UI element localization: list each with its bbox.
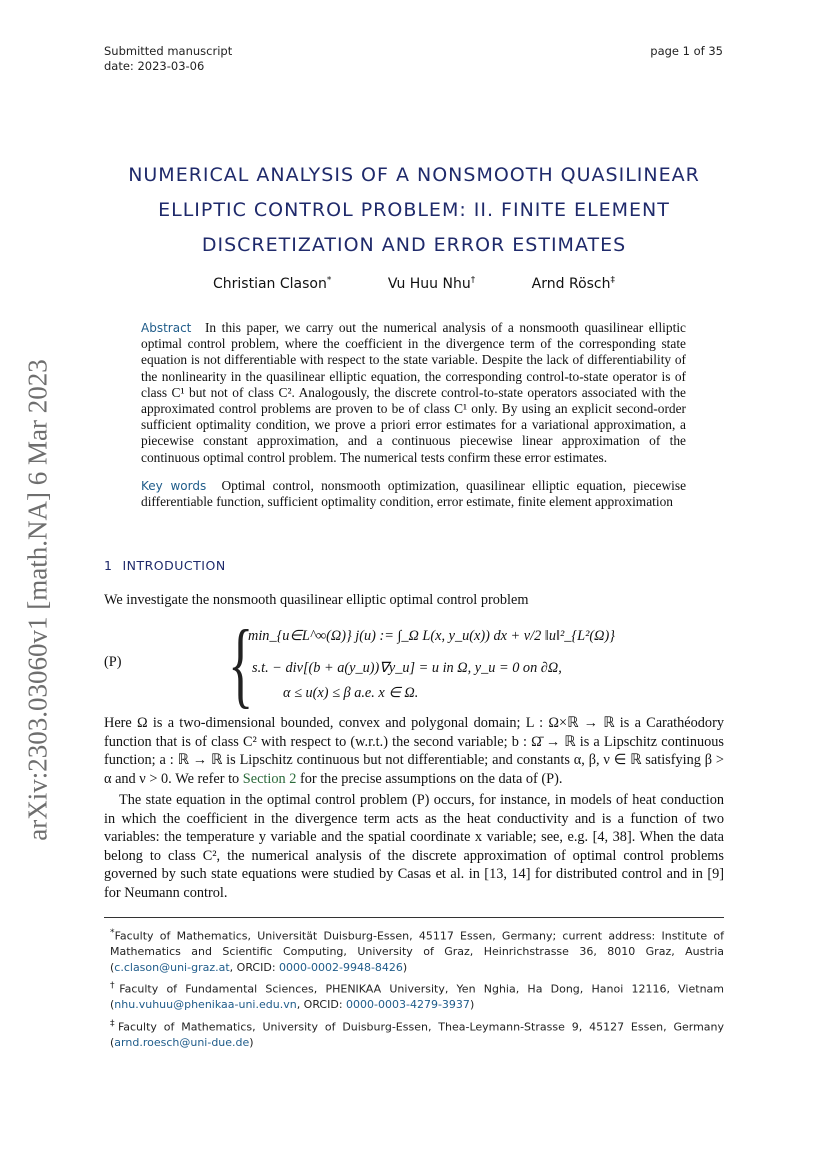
title-line-1: NUMERICAL ANALYSIS OF A NONSMOOTH QUASILINEAR bbox=[128, 164, 700, 186]
footnote-3: ‡Faculty of Mathematics, University of Duisburg-Essen, Thea-Leymann-Strasse 9, 45127 Essen, Germany (arnd.roesch@uni-due.de) bbox=[110, 1018, 725, 1050]
keywords-text: Optimal control, nonsmooth optimization, quasilinear elliptic equation, piecewise differentiable function, sufficient optimality condition, error estimate, finite element approximation bbox=[141, 478, 687, 510]
author: Christian Clason* bbox=[213, 275, 332, 292]
problem-equation bbox=[228, 610, 648, 717]
section-heading bbox=[104, 558, 226, 573]
section-title: INTRODUCTION bbox=[122, 558, 226, 573]
email-link[interactable]: arnd.roesch@uni-due.de bbox=[114, 1036, 250, 1050]
orcid-link[interactable]: 0000-0003-4279-3937 bbox=[346, 998, 470, 1012]
footnote-2: †Faculty of Fundamental Sciences, PHENIKAA University, Yen Nghia, Ha Dong, Hanoi 12116, Vietnam (nhu.vuhuu@phenikaa-uni.edu.vn, ORCID: 0000-0003-4279-3937) bbox=[110, 980, 724, 1012]
equation-line-2: s.t. − div[(b + a(y_u))∇y_u] = u in Ω, y_u = 0 on ∂Ω, bbox=[252, 660, 562, 676]
arxiv-sidebar bbox=[18, 345, 58, 855]
header-left bbox=[104, 44, 232, 74]
email-link[interactable]: c.clason@uni-graz.at bbox=[114, 960, 230, 974]
intro-paragraph-3: The state equation in the optimal control problem (P) occurs, for instance, in models of heat conduction in which the coefficient in the divergence term acts as the heat conductivity and is a function of two variables: the temperature y variable and the spatial coordinate x variable; see, e.g. [4, 38]. When the data belong to class C², the numerical analysis of the discrete approximation of optimal control problems governed by such state equations were studied by Casas et al. in [13, 14] for distributed control and in [9] for Neumann control. bbox=[104, 792, 724, 901]
title-line-3: DISCRETIZATION AND ERROR ESTIMATES bbox=[201, 234, 627, 256]
manuscript-date: date: 2023-03-06 bbox=[104, 59, 205, 73]
section-number: 1 bbox=[104, 558, 113, 573]
equation-line-3: α ≤ u(x) ≤ β a.e. x ∈ Ω. bbox=[283, 685, 419, 701]
abstract-label: Abstract bbox=[141, 321, 192, 335]
author: Arnd Rösch‡ bbox=[531, 275, 615, 292]
orcid-link[interactable]: 0000-0002-9948-8426 bbox=[279, 960, 403, 974]
footnote-1: *Faculty of Mathematics, Universität Duisburg-Essen, 45117 Essen, Germany; current address: Institute of Mathematics and Scientific Computing, University of Graz, Heinrichstrasse 36, 8010 Graz, Austria (c.clason@uni-graz.at, ORCID: 0000-0002-9948-8426) bbox=[110, 927, 724, 974]
footnote-rule bbox=[104, 917, 724, 918]
intro-paragraph-1: We investigate the nonsmooth quasilinear elliptic optimal control problem bbox=[104, 592, 529, 608]
title-line-2: ELLIPTIC CONTROL PROBLEM: II. FINITE ELEMENT bbox=[158, 199, 670, 221]
equation-label: (P) bbox=[104, 654, 122, 670]
abstract bbox=[141, 320, 686, 466]
page-number: page 1 of 35 bbox=[650, 44, 723, 58]
author: Vu Huu Nhu† bbox=[387, 275, 476, 292]
equation-line-1: min_{u∈L^∞(Ω)} j(u) := ∫_Ω L(x, y_u(x)) dx + ν/2 ‖u‖²_{L²(Ω)} bbox=[248, 628, 615, 644]
keywords bbox=[141, 478, 686, 510]
email-link[interactable]: nhu.vuhuu@phenikaa-uni.edu.vn bbox=[114, 998, 297, 1012]
keywords-label: Key words bbox=[141, 479, 207, 493]
section-link[interactable]: Section 2 bbox=[242, 770, 297, 787]
brace-glyph: { bbox=[228, 610, 254, 717]
paper-title bbox=[104, 158, 724, 263]
author-list bbox=[104, 275, 724, 292]
intro-paragraph-2: Here Ω is a two-dimensional bounded, convex and polygonal domain; L : Ω×ℝ → ℝ is a Carathéodory function that is of class C² with respect to (w.r.t.) the second variable; b : Ω̄ → ℝ is a Lipschitz continuous function; a : ℝ → ℝ is Lipschitz continuous but not differentiable; and constants α, β, ν ∈ ℝ satisfying β > α and ν > 0. We refer to Section 2 for the precise assumptions on the data of (P). bbox=[104, 715, 724, 787]
arxiv-id: arXiv:2303.03060v1 [math.NA] 6 Mar 2023 bbox=[22, 359, 53, 841]
manuscript-status: Submitted manuscript bbox=[104, 44, 233, 58]
abstract-text: In this paper, we carry out the numerical analysis of a nonsmooth quasilinear elliptic optimal control problem, where the coefficient in the divergence term of the corresponding state equation is not differentiable with respect to the state variable. Despite the lack of differentiability of the nonlinearity in the quasilinear elliptic equation, the corresponding control-to-state operator is of class C¹ but not of class C². Analogously, the discrete control-to-state operators associated with the approximated control problems are proven to be of class C¹ only. By using an explicit second-order sufficient optimality condition, we prove a priori error estimates for a variational approximation, a piecewise constant approximation, and a continuous piecewise linear approximation of the continuous optimal control problem. The numerical tests confirm these error estimates. bbox=[141, 320, 686, 465]
